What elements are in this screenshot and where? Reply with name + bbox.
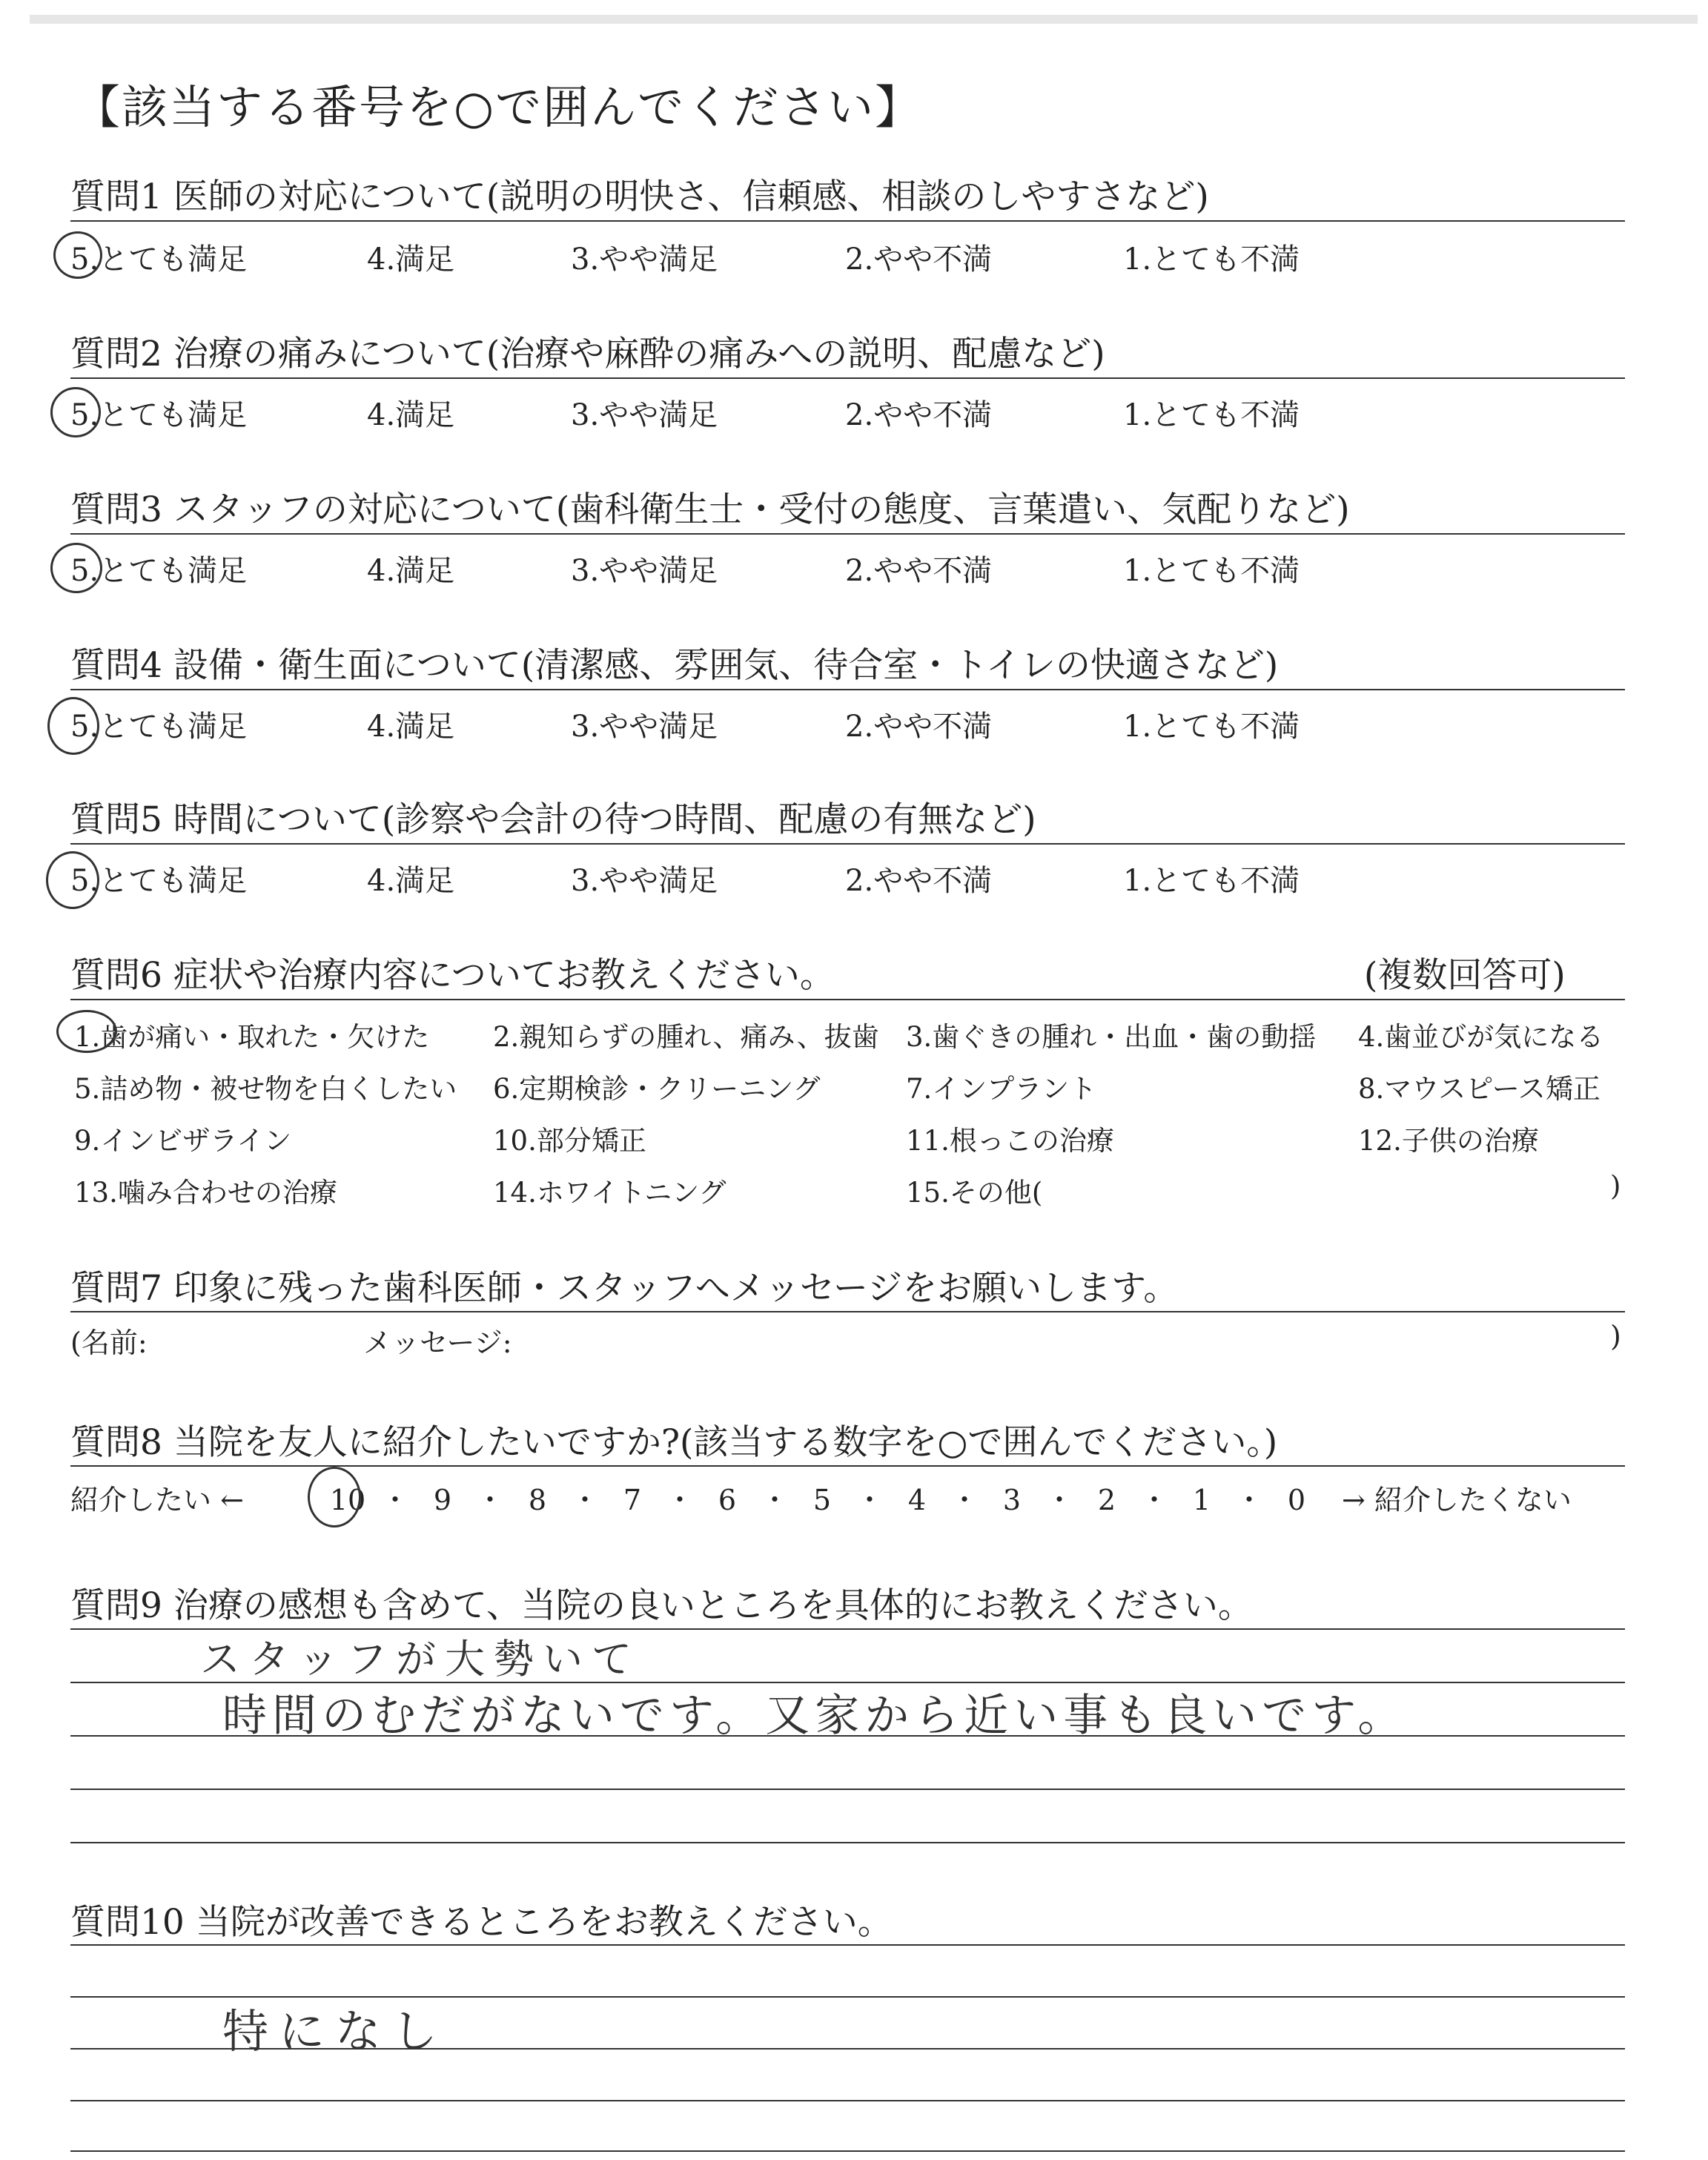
- question-7-title: 質問7 印象に残った歯科医師・スタッフへメッセージをお願いします。: [70, 1268, 1179, 1309]
- q3-selected-circle: [50, 543, 102, 593]
- q8-scale-separator: ・: [950, 1484, 979, 1516]
- q8-scale-10[interactable]: 10: [329, 1484, 366, 1516]
- q8-scale-separator: ・: [1139, 1484, 1168, 1516]
- q4-option-4[interactable]: 4.満足: [367, 710, 455, 744]
- q7-message-label: メッセージ:: [363, 1327, 512, 1359]
- q2-option-1[interactable]: 1.とても不満: [1123, 398, 1300, 432]
- q1-option-3[interactable]: 3.やや満足: [571, 242, 718, 277]
- q4-option-2[interactable]: 2.やや不満: [845, 710, 993, 744]
- question-2-title: 質問2 治療の痛みについて(治療や麻酔の痛みへの説明、配慮など): [70, 334, 1105, 374]
- question-6-rule: [70, 999, 1625, 1000]
- question-4-title: 質問4 設備・衛生面について(清潔感、雰囲気、待合室・トイレの快適さなど): [70, 645, 1279, 686]
- q4-option-3[interactable]: 3.やや満足: [571, 710, 718, 744]
- q8-scale-separator: ・: [1234, 1484, 1263, 1516]
- q2-option-3[interactable]: 3.やや満足: [571, 398, 718, 432]
- q5-option-5[interactable]: 5.とても満足: [70, 864, 248, 898]
- q3-option-2[interactable]: 2.やや不満: [845, 554, 993, 588]
- q9-answer-line-4: [70, 1789, 1625, 1790]
- q8-scale-3[interactable]: 3: [1002, 1484, 1022, 1516]
- q6-option-3[interactable]: 3.歯ぐきの腫れ・出血・歯の動揺: [906, 1021, 1317, 1053]
- q9-handwritten-answer-2: 時間のむだがないです。又家から近い事も良いです。: [222, 1690, 1408, 1742]
- q6-option-10[interactable]: 10.部分矯正: [493, 1125, 646, 1157]
- q6-option-15[interactable]: 15.その他(: [906, 1177, 1043, 1209]
- q8-scale: [326, 1477, 1318, 1518]
- q8-scale-separator: ・: [855, 1484, 884, 1516]
- q8-scale-8[interactable]: 8: [528, 1484, 547, 1516]
- question-8-rule: [70, 1465, 1625, 1467]
- q2-option-5[interactable]: 5.とても満足: [70, 398, 248, 432]
- q5-selected-circle: [46, 851, 99, 909]
- q6-option-13[interactable]: 13.噛み合わせの治療: [74, 1177, 337, 1209]
- q8-right-label: → 紹介したくない: [1342, 1484, 1572, 1516]
- q10-answer-line-5: [70, 2150, 1625, 2152]
- q5-option-2[interactable]: 2.やや不満: [845, 864, 993, 898]
- q2-selected-circle: [50, 387, 101, 437]
- q6-option-11[interactable]: 11.根っこの治療: [906, 1125, 1114, 1157]
- q6-other-close-paren: ): [1610, 1170, 1621, 1202]
- q8-scale-separator: ・: [1045, 1484, 1073, 1516]
- question-5-title: 質問5 時間について(診察や会計の待つ時間、配慮の有無など): [70, 799, 1036, 840]
- q8-scale-separator: ・: [760, 1484, 789, 1516]
- question-10-title: 質問10 当院が改善できるところをお教えください。: [70, 1902, 893, 1943]
- q1-option-4[interactable]: 4.満足: [367, 242, 455, 277]
- q4-option-1[interactable]: 1.とても不満: [1123, 710, 1300, 744]
- q4-option-5[interactable]: 5.とても満足: [70, 710, 248, 744]
- scan-top-edge: [30, 15, 1698, 24]
- q8-scale-separator: ・: [570, 1484, 599, 1516]
- q6-option-5[interactable]: 5.詰め物・被せ物を白くしたい: [74, 1073, 457, 1105]
- q1-option-2[interactable]: 2.やや不満: [845, 242, 993, 277]
- question-1-title: 質問1 医師の対応について(説明の明快さ、信頼感、相談のしやすさなど): [70, 176, 1209, 217]
- q6-option-14[interactable]: 14.ホワイトニング: [493, 1177, 726, 1209]
- question-3-rule: [70, 533, 1625, 535]
- q10-answer-line-1: [70, 1944, 1625, 1946]
- q7-name-label: (名前:: [70, 1327, 148, 1359]
- q8-scale-1[interactable]: 1: [1192, 1484, 1211, 1516]
- q8-selected-circle: [308, 1467, 361, 1527]
- q8-scale-separator: ・: [475, 1484, 504, 1516]
- q8-scale-separator: ・: [665, 1484, 694, 1516]
- q5-option-3[interactable]: 3.やや満足: [571, 864, 718, 898]
- q6-option-9[interactable]: 9.インビザライン: [74, 1125, 292, 1157]
- q8-scale-9[interactable]: 9: [433, 1484, 452, 1516]
- q5-option-4[interactable]: 4.満足: [367, 864, 455, 898]
- q6-selected-circle: [56, 1010, 117, 1053]
- q8-scale-2[interactable]: 2: [1097, 1484, 1116, 1516]
- q1-option-5[interactable]: 5.とても満足: [70, 242, 248, 277]
- question-6-note: (複数回答可): [1364, 955, 1566, 996]
- q10-handwritten-answer: 特になし: [222, 2004, 448, 2058]
- question-2-rule: [70, 377, 1625, 379]
- q5-option-1[interactable]: 1.とても不満: [1123, 864, 1300, 898]
- q8-scale-0[interactable]: 0: [1287, 1484, 1306, 1516]
- q1-selected-circle: [53, 231, 102, 279]
- q6-option-6[interactable]: 6.定期検診・クリーニング: [493, 1073, 821, 1105]
- q8-left-label: 紹介したい ←: [70, 1484, 244, 1516]
- question-7-rule: [70, 1311, 1625, 1312]
- q6-option-12[interactable]: 12.子供の治療: [1358, 1125, 1539, 1157]
- question-1-rule: [70, 220, 1625, 222]
- q10-answer-line-4: [70, 2100, 1625, 2101]
- question-4-rule: [70, 689, 1625, 690]
- q8-scale-6[interactable]: 6: [718, 1484, 737, 1516]
- q3-option-1[interactable]: 1.とても不満: [1123, 554, 1300, 588]
- q8-scale-4[interactable]: 4: [907, 1484, 927, 1516]
- question-9-title: 質問9 治療の感想も含めて、当院の良いところを具体的にお教えください。: [70, 1585, 1253, 1626]
- question-5-rule: [70, 843, 1625, 845]
- q8-scale-7[interactable]: 7: [623, 1484, 642, 1516]
- q9-answer-line-5: [70, 1842, 1625, 1843]
- question-8-title: 質問8 当院を友人に紹介したいですか?(該当する数字を○で囲んでください。): [70, 1422, 1278, 1463]
- q4-selected-circle: [47, 697, 99, 755]
- question-3-title: 質問3 スタッフの対応について(歯科衛生士・受付の態度、言葉遣い、気配りなど): [70, 489, 1350, 530]
- q8-scale-separator: ・: [380, 1484, 409, 1516]
- q2-option-4[interactable]: 4.満足: [367, 398, 455, 432]
- form-header: 【該当する番号を○で囲んでください】: [74, 80, 923, 134]
- q9-handwritten-answer-1: スタッフが大勢いて: [200, 1636, 640, 1682]
- q6-option-4[interactable]: 4.歯並びが気になる: [1358, 1021, 1604, 1053]
- q8-scale-5[interactable]: 5: [812, 1484, 832, 1516]
- q7-close-paren: ): [1610, 1320, 1621, 1353]
- q1-option-1[interactable]: 1.とても不満: [1123, 242, 1300, 277]
- q6-option-8[interactable]: 8.マウスピース矯正: [1358, 1073, 1601, 1105]
- q6-option-7[interactable]: 7.インプラント: [906, 1073, 1097, 1105]
- question-6-title: 質問6 症状や治療内容についてお教えください。: [70, 955, 835, 996]
- q6-option-2[interactable]: 2.親知らずの腫れ、痛み、抜歯: [493, 1021, 879, 1053]
- q3-option-4[interactable]: 4.満足: [367, 554, 455, 588]
- q3-option-5[interactable]: 5.とても満足: [70, 554, 248, 588]
- q6-option-1[interactable]: 1.歯が痛い・取れた・欠けた: [74, 1021, 430, 1053]
- q2-option-2[interactable]: 2.やや不満: [845, 398, 993, 432]
- q3-option-3[interactable]: 3.やや満足: [571, 554, 718, 588]
